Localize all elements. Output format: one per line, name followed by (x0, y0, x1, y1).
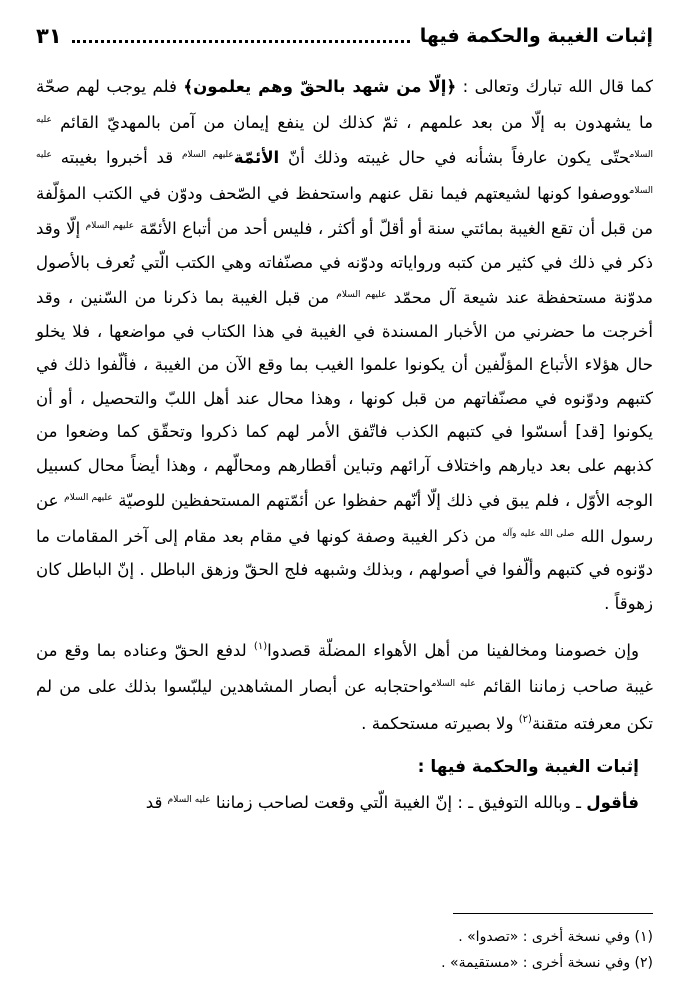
text-span: ـ وبالله التوفيق ـ : إنّ الغيبة الّتي وقعت لصاحب زماننا (210, 793, 587, 812)
honorific-mark: صلى الله عليه وآله (502, 528, 575, 539)
text-span: إلّا وقد ذكر في ذلك في كثير من كتبه ورواياته ودوّنه في مصنّفاته وهي الكتب الّتي تُعرف بالأصول مدوّنة مستحفظة عند شيعة آل محمّد (36, 219, 653, 307)
paragraph-gap (36, 741, 653, 751)
footnote-1: (١) وفي نسخة أخرى : «تصدوا» . (458, 929, 653, 945)
text-span: من قبل الغيبة بما ذكرنا من السّنين ، وقد أخرجت ما حضرني من الأخبار المسندة في الغيبة في هذا الكتاب في مواضعها ، فلا يخلو حال هؤلاء الأتباع المؤلّفين أن يكونوا علموا الغيب بما وقع الآن من الغيبة ، فألّفوا ذلك في كتبهم ودوّنوه في مصنّفاتهم من قبل كونها ، وهذا محال عند أهل اللبّ والتحصيل ، أو أن يكونوا [قد] أسسّوا في كتبهم الكذب فاتّفق الأمر لهم كما ذكروا وتحقّق كما وضعوا من كذبهم على بعد ديارهم واختلاف آرائهم وتباين أقطارهم ومحالّهم ، وهذا أيضاً محال كسبيل الوجه الأوّل ، فلم يبق في ذلك إلّا أنّهم حفظوا عن أئمّتهم المستحفظين للوصيّة (36, 288, 653, 510)
text-span: حتّى يكون عارفاً بشأنه في حال غيبته وذلك أنّ (279, 148, 630, 167)
text-span: لدفع الحقّ وعناده بما وقع من غيبة صاحب زماننا القائم (36, 641, 653, 696)
footnote-ref-1: (١) (253, 641, 268, 652)
text-span: ووصفوا كونها لشيعتهم فيما نقل عنهم واستحفظ في الصّحف ودوّن في الكتب المؤلّفة من قبل أن تقع الغيبة بمائتي سنة أو أقلّ أو أكثر ، فليس أحد من أتباع الأئمّة (36, 183, 654, 238)
text-span: فلم يوجب لهم صحّة ما يشهدون به إلّا من بعد علمهم ، ثمّ كذلك لن ينفع إيمان من آمن بالمهديّ القائم (36, 77, 653, 132)
text-span: كما قال الله تبارك وتعالى : (456, 77, 654, 96)
text-span: عن رسول الله (36, 491, 654, 546)
page-header (36, 22, 653, 50)
footnote-2: (٢) وفي نسخة أخرى : «مستقيمة» . (441, 955, 653, 971)
honorific-mark: عليهم السلام (85, 221, 135, 231)
quranic-quote: ﴿إلّا من شهد بالحقّ وهم يعلمون﴾ (183, 77, 457, 96)
text-span: من ذكر الغيبة وصفة كونها في مقام بعد مقام إلى آخر المقامات ما دوّنوه في كتبهم وألّفوا في أصولهم ، وبذلك وشبهه فلج الحقّ وزهق الباطل . إنّ الباطل كان زهوقاً . (36, 526, 653, 613)
text-span: وإن خصومنا ومخالفينا من أهل الأهواء المضلّة قصدوا (267, 641, 639, 660)
honorific-mark: عليهم السلام (64, 493, 113, 503)
paragraph-1 (36, 70, 653, 620)
footnotes (36, 924, 653, 976)
honorific-mark: عليهم السلام (336, 290, 387, 300)
paragraph-3 (36, 784, 653, 820)
text-span: واحتجابه عن أبصار المشاهدين ليلبّسوا بذلك على من لم تكن معرفته متقنة (36, 676, 653, 733)
bold-term: الأئمّة (233, 148, 280, 167)
text-span: ولا بصيرته مستحكمة . (361, 714, 519, 733)
footnote-ref-2: (٢) (518, 714, 532, 725)
text-span: قد أخبروا بغيبته (51, 148, 182, 167)
page-number: ٣١ (36, 24, 62, 48)
paragraph-gap (36, 620, 653, 630)
main-text (36, 70, 653, 820)
paragraph-2 (36, 630, 653, 741)
honorific-mark: عليه السلام (431, 678, 476, 689)
dotted-leader (72, 36, 410, 43)
footnote-divider (453, 913, 653, 914)
book-page (36, 0, 653, 1008)
honorific-mark: عليه السلام (167, 795, 211, 805)
honorific-mark: عليه السلام (36, 114, 654, 160)
honorific-mark: عليهم السلام (181, 150, 234, 160)
running-title: إثبات الغيبة والحكمة فيها (419, 25, 653, 47)
honorific-mark: عليه السلام (36, 150, 653, 196)
text-span: قد (145, 793, 168, 812)
section-heading: إثبات الغيبة والحكمة فيها : (417, 756, 639, 777)
lead-word: فأقول (586, 793, 639, 812)
